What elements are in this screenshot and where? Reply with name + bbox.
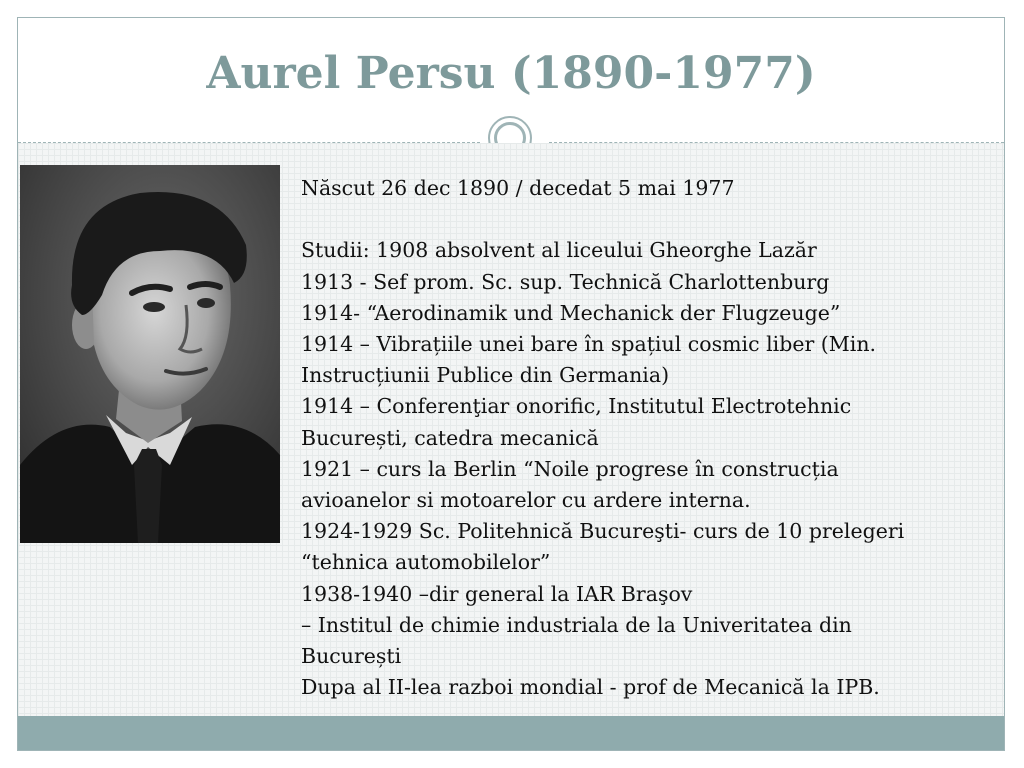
- content-area: [18, 143, 1004, 716]
- bio-line: “tehnica automobilelor”: [301, 550, 551, 575]
- bio-line: Dupa al II-lea razboi mondial - prof de Mecanică la IPB.: [301, 675, 880, 700]
- bio-line: Instrucțiunii Publice din Germania): [301, 363, 670, 388]
- bio-line: 1914 – Vibrațiile unei bare în spațiul cosmic liber (Min.: [301, 332, 877, 356]
- bio-line: București: [301, 644, 402, 669]
- slide: [17, 17, 1005, 751]
- bio-line: 1914- “Aerodinamik und Mechanick der Flugzeuge”: [301, 300, 841, 325]
- bio-line: avioanelor si motoarelor cu ardere interna.: [301, 488, 751, 513]
- paragraph-gap: [301, 204, 991, 235]
- bio-line: Studii: 1908 absolvent al liceului Gheorghe Lazăr: [301, 238, 817, 263]
- birth-death-line: Născut 26 dec 1890 / decedat 5 mai 1977: [301, 176, 735, 200]
- bio-line: – Institul de chimie industriala de la Univeritatea din: [301, 612, 852, 637]
- bio-line: 1938-1940 –dir general la IAR Braşov: [301, 581, 693, 606]
- portrait-photo: [20, 165, 280, 543]
- bio-line: 1921 – curs la Berlin “Noile progrese în construcția: [301, 456, 839, 481]
- bio-line: 1924-1929 Sc. Politehnică Bucureşti- curs de 10 prelegeri: [301, 519, 905, 544]
- biography-text: [301, 173, 991, 703]
- slide-title: Aurel Persu (1890-1977): [206, 48, 816, 99]
- bio-line: 1913 - Sef prom. Sc. sup. Technică Charlottenburg: [301, 269, 830, 294]
- footer-bar: [18, 716, 1004, 750]
- bio-line: București, catedra mecanică: [301, 425, 599, 450]
- bio-line: 1914 – Conferenţiar onorific, Institutul Electrotehnic: [301, 394, 852, 419]
